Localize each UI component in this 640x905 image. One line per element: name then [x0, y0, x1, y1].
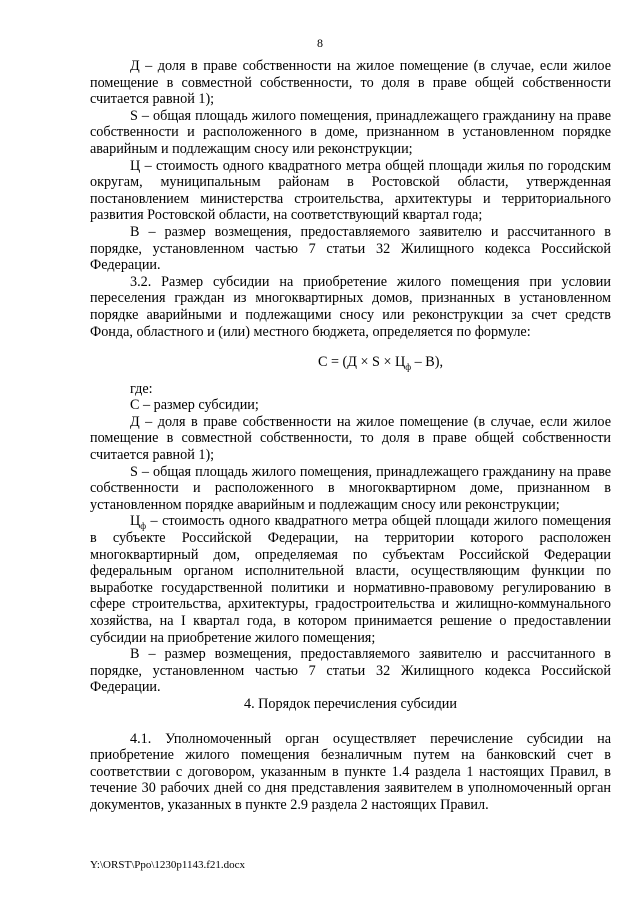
formula-right: – В),: [411, 354, 444, 371]
formula-subscript: ф: [405, 361, 412, 372]
cf-symbol: Ц: [130, 513, 141, 530]
page-number: 8: [317, 36, 323, 50]
formula-left: С = (Д × S × Ц: [317, 354, 406, 371]
definition-s2: S – общая площадь жилого помещения, принадлежащего гражданину на праве собственности и расположенного в многоквартирном доме, признанном в установленном порядке аварийным и подлежащим сносу или реконструкции;: [90, 463, 611, 513]
definition-v: В – размер возмещения, предоставляемого заявителю и рассчитанного в порядке, установленном частью 7 статьи 32 Жилищного кодекса Российской Федерации.: [90, 223, 611, 274]
paragraph-4-1: 4.1. Уполномоченный орган осуществляет перечисление субсидии на приобретение жилого помещения безналичным путем на банковский счет в соответствии с договором, указанным в пункте 1.4 раздела 1 настоящих Правил, в течение 30 рабочих дней со дня представления заявителем в уполномоченный орган документов, указанных в пункте 2.9 раздела 2 настоящих Правил.: [90, 730, 611, 813]
document-body: [90, 58, 611, 814]
subsidy-formula: [90, 354, 611, 371]
definition-d: Д – доля в праве собственности на жилое помещение (в случае, если жилое помещение в совместной собственности, то доля в праве общей собственности считается равной 1);: [90, 58, 611, 108]
where-label: где:: [130, 380, 153, 397]
definition-v2: В – размер возмещения, предоставляемого заявителю и рассчитанного в порядке, установленном частью 7 статьи 32 Жилищного кодекса Российской Федерации.: [90, 646, 611, 696]
paragraph-3-2: 3.2. Размер субсидии на приобретение жилого помещения при условии переселения граждан из многоквартирных домов, признанных в установленном порядке аварийными и подлежащими сносу или реконструкции за счет средств Фонда, областного и (или) местного бюджета, определяется по формуле:: [90, 273, 611, 340]
definition-s: S – общая площадь жилого помещения, принадлежащего гражданину на праве собственности и расположенного в доме, признанном в установленном порядке аварийным и подлежащим сносу или реконструкции;: [90, 107, 611, 157]
definition-cf: [90, 513, 611, 646]
cf-subscript: ф: [140, 521, 147, 532]
definition-c2: С – размер субсидии;: [130, 397, 259, 414]
definition-d2: Д – доля в праве собственности на жилое помещение (в случае, если жилое помещение в совместной собственности, то доля в праве общей собственности считается равной 1);: [90, 413, 611, 464]
file-path-footer: Y:\ORST\Ppo\1230p1143.f21.docx: [90, 859, 246, 871]
section-4-heading: 4. Порядок перечисления субсидии: [243, 695, 457, 712]
definition-c: Ц – стоимость одного квадратного метра общей площади жилья по городским округам, муниципальным районам в Ростовской области, утвержденная постановлением министерства строительства, архитектуры и территориального развития Ростовской области, на соответствующий квартал года;: [90, 157, 611, 224]
cf-text: – стоимость одного квадратного метра общей площади жилого помещения в субъекте Российской Федерации, на территории которого расположен многоквартирный дом, определяемая по субъектам Российской Федерации федеральным органом исполнительной власти, осуществляющим функции по выработке государственной политики и нормативно-правовому регулированию в сфере строительства, архитектуры, градостроительства и жилищно-коммунального хозяйства, на I квартал года, в котором принимается решение о предоставлении субсидии на приобретение жилого помещения;: [90, 513, 611, 646]
